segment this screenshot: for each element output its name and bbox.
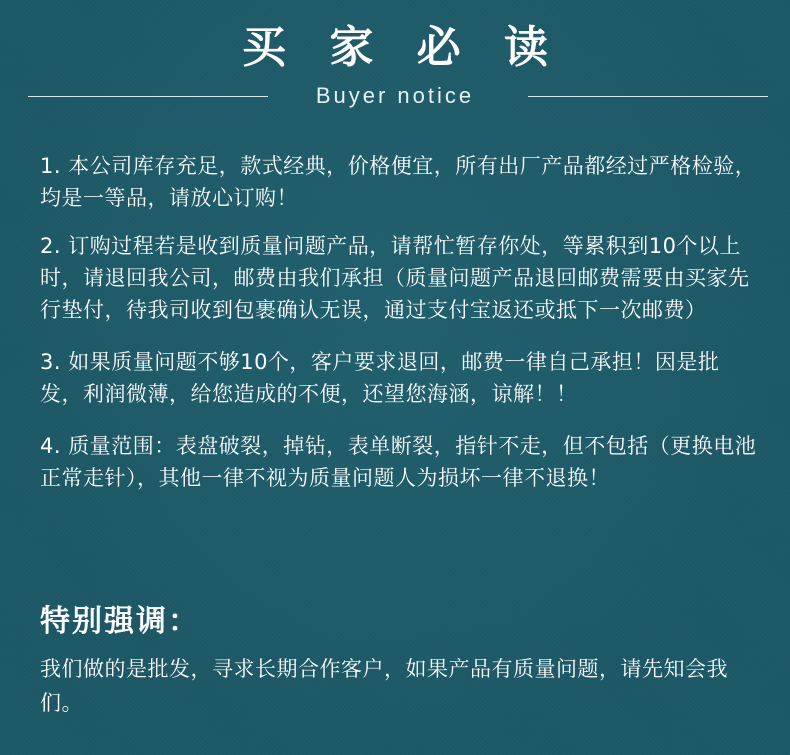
divider-right <box>528 96 768 97</box>
page-title: 买 家 必 读 <box>242 22 562 73</box>
emphasis-heading: 特别强调： <box>40 604 200 639</box>
page-subtitle: Buyer notice <box>315 83 475 108</box>
notice-item-2: 2. 订购过程若是收到质量问题产品，请帮忙暂存你处，等累积到10个以上时，请退回我公司，邮费由我们承担（质量问题产品退回邮费需要由买家先行垫付，待我司收到包裹确认无误，通过支付宝返还或抵下一次邮费） <box>40 234 750 322</box>
header <box>0 0 790 120</box>
notice-item-1: 1. 本公司库存充足，款式经典，价格便宜，所有出厂产品都经过严格检验，均是一等品，请放心订购！ <box>40 154 757 210</box>
notice-item-3: 3. 如果质量问题不够10个，客户要求退回，邮费一律自己承担！因是批发，利润微薄，给您造成的不便，还望您海涵，谅解！！ <box>40 350 720 406</box>
emphasis-text: 我们做的是批发，寻求长期合作客户，如果产品有质量问题，请先知会我们。 <box>40 657 728 715</box>
notice-list <box>40 150 760 512</box>
notice-item-4: 4. 质量范围：表盘破裂，掉钻，表单断裂，指针不走，但不包括（更换电池正常走针），其他一律不视为质量问题人为损坏一律不退换！ <box>40 434 757 490</box>
